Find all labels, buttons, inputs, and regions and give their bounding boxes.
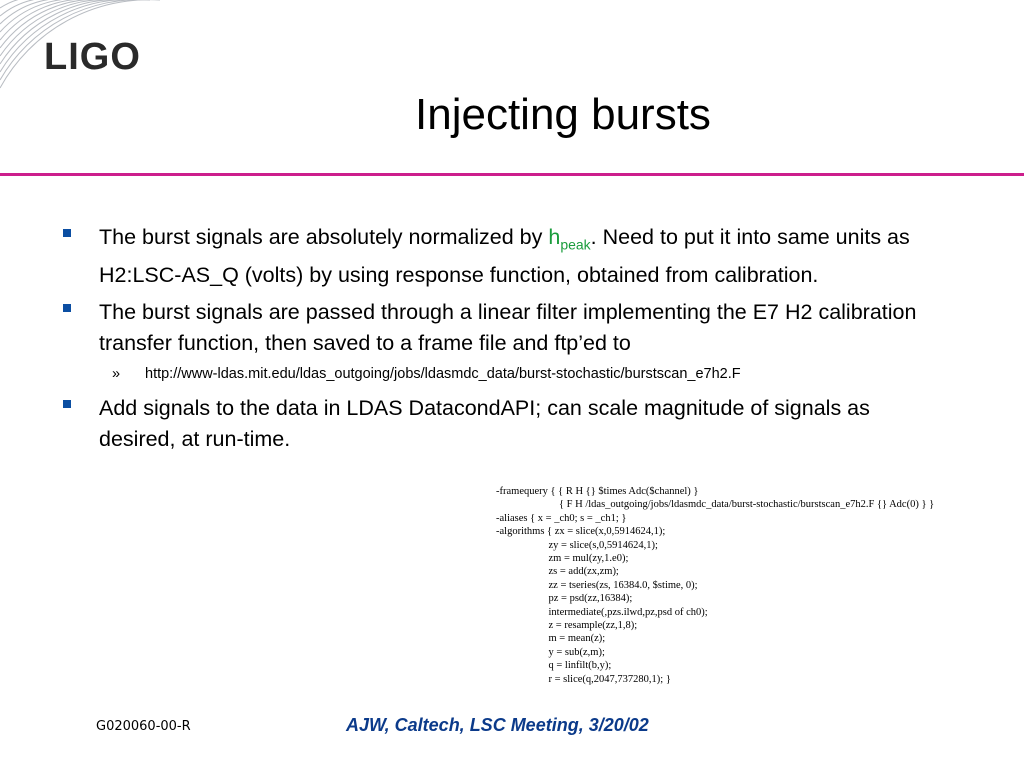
raquo-bullet-icon: » bbox=[112, 366, 121, 383]
code-line: zy = slice(s,0,5914624,1); bbox=[496, 539, 658, 551]
bullet-item: Add signals to the data in LDAS DatacondAPI; can scale magnitude of signals as desired, at run-time. bbox=[60, 393, 930, 455]
ldas-command-code-block bbox=[496, 485, 934, 686]
code-line: m = mean(z); bbox=[496, 633, 606, 645]
code-line: zm = mul(zy,1.e0); bbox=[496, 553, 629, 565]
slide-title: Injecting bursts bbox=[415, 90, 711, 139]
code-line: { F H /ldas_outgoing/jobs/ldasmdc_data/burst-stochastic/burstscan_e7h2.F {} Adc(0) } } bbox=[496, 499, 935, 511]
code-line: zs = add(zx,zm); bbox=[496, 566, 619, 578]
square-bullet-icon bbox=[63, 229, 71, 237]
bullet-item: The burst signals are absolutely normalized by $h_{peak}$. Need to put it into same units as H2:LSC-AS_Q (volts) by using response function, obtained from calibration. bbox=[60, 222, 930, 291]
code-line: zz = tseries(zs, 16384.0, $stime, 0); bbox=[496, 579, 698, 591]
code-line: y = sub(z,m); bbox=[496, 646, 605, 658]
bullet-item: The burst signals are passed through a linear filter implementing the E7 H2 calibration transfer function, then saved to a frame file and ftp’ed to bbox=[60, 297, 930, 359]
code-line: -aliases { x = _ch0; s = _ch1; } bbox=[496, 512, 627, 524]
code-line: z = resample(zz,1,8); bbox=[496, 620, 638, 632]
code-line: pz = psd(zz,16384); bbox=[496, 593, 633, 605]
ligo-logo: LIGO bbox=[44, 36, 141, 78]
footer-credit: AJW, Caltech, LSC Meeting, 3/20/02 bbox=[346, 715, 649, 735]
bullet-list bbox=[60, 222, 930, 461]
h-peak-symbol: $h_{peak}$ bbox=[548, 225, 591, 253]
ftp-link-url: http://www-ldas.mit.edu/ldas_outgoing/jobs/ldasmdc_data/burst-stochastic/burstscan_e7h2.F bbox=[145, 366, 741, 383]
title-divider bbox=[0, 173, 1024, 176]
sub-bullet-item bbox=[60, 363, 930, 385]
code-line: -framequery { { R H {} $times Adc($channel) } bbox=[496, 486, 699, 497]
code-line: -algorithms { zx = slice(x,0,5914624,1); bbox=[496, 526, 666, 538]
code-line: intermediate(,pzs.ilwd,pz,psd of ch0); bbox=[496, 606, 708, 618]
document-id: G020060-00-R bbox=[96, 719, 191, 734]
square-bullet-icon bbox=[63, 304, 71, 312]
code-line: q = linfilt(b,y); bbox=[496, 660, 612, 672]
square-bullet-icon bbox=[63, 400, 71, 408]
code-line: r = slice(q,2047,737280,1); } bbox=[496, 673, 671, 685]
